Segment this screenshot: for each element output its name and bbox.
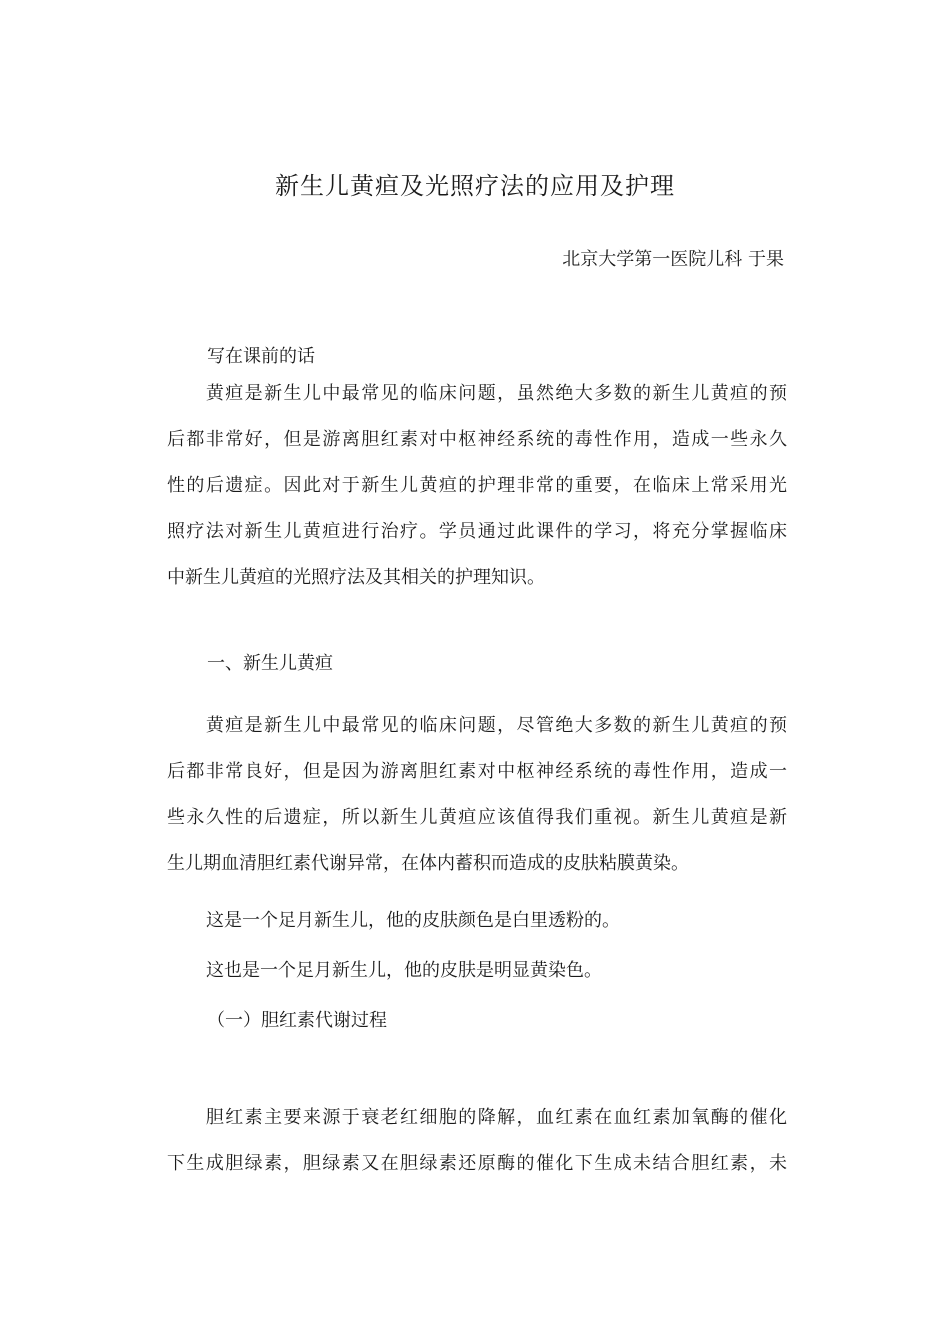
section1-line: 生儿期血清胆红素代谢异常，在体内蓄积而造成的皮肤粘膜黄染。 bbox=[167, 853, 689, 874]
section1-line: 些永久性的后遗症，所以新生儿黄疸应该值得我们重视。新生儿黄疸是新 bbox=[167, 807, 787, 828]
subsection1-line: 胆红素主要来源于衰老红细胞的降解，血红素在血红素加氧酶的催化 bbox=[167, 1107, 787, 1128]
preface-line: 性的后遗症。因此对于新生儿黄疸的护理非常的重要，在临床上常采用光 bbox=[167, 475, 787, 496]
note-full-term-pink: 这是一个足月新生儿，他的皮肤颜色是白里透粉的。 bbox=[206, 910, 620, 931]
subsection1-line: 下生成胆绿素，胆绿素又在胆绿素还原酶的催化下生成未结合胆红素，未 bbox=[167, 1153, 787, 1174]
preface-line: 后都非常好，但是游离胆红素对中枢神经系统的毒性作用，造成一些永久 bbox=[167, 429, 787, 450]
note-full-term-yellow: 这也是一个足月新生儿，他的皮肤是明显黄染色。 bbox=[206, 960, 602, 981]
preface-line: 照疗法对新生儿黄疸进行治疗。学员通过此课件的学习，将充分掌握临床 bbox=[167, 521, 787, 542]
document-title: 新生儿黄疸及光照疗法的应用及护理 bbox=[275, 172, 675, 200]
section1-paragraph bbox=[167, 703, 787, 887]
section1-heading: 一、新生儿黄疸 bbox=[207, 653, 333, 674]
preface-paragraph bbox=[167, 371, 787, 601]
section1-line: 后都非常良好，但是因为游离胆红素对中枢神经系统的毒性作用，造成一 bbox=[167, 761, 787, 782]
section1-line: 黄疸是新生儿中最常见的临床问题，尽管绝大多数的新生儿黄疸的预 bbox=[167, 715, 787, 736]
preface-heading: 写在课前的话 bbox=[207, 346, 315, 367]
preface-line: 黄疸是新生儿中最常见的临床问题，虽然绝大多数的新生儿黄疸的预 bbox=[167, 383, 787, 404]
subsection1-heading: （一）胆红素代谢过程 bbox=[207, 1010, 387, 1031]
preface-line: 中新生儿黄疸的光照疗法及其相关的护理知识。 bbox=[167, 567, 545, 588]
subsection1-paragraph bbox=[167, 1095, 787, 1187]
author-line: 北京大学第一医院儿科 于果 bbox=[562, 249, 784, 270]
